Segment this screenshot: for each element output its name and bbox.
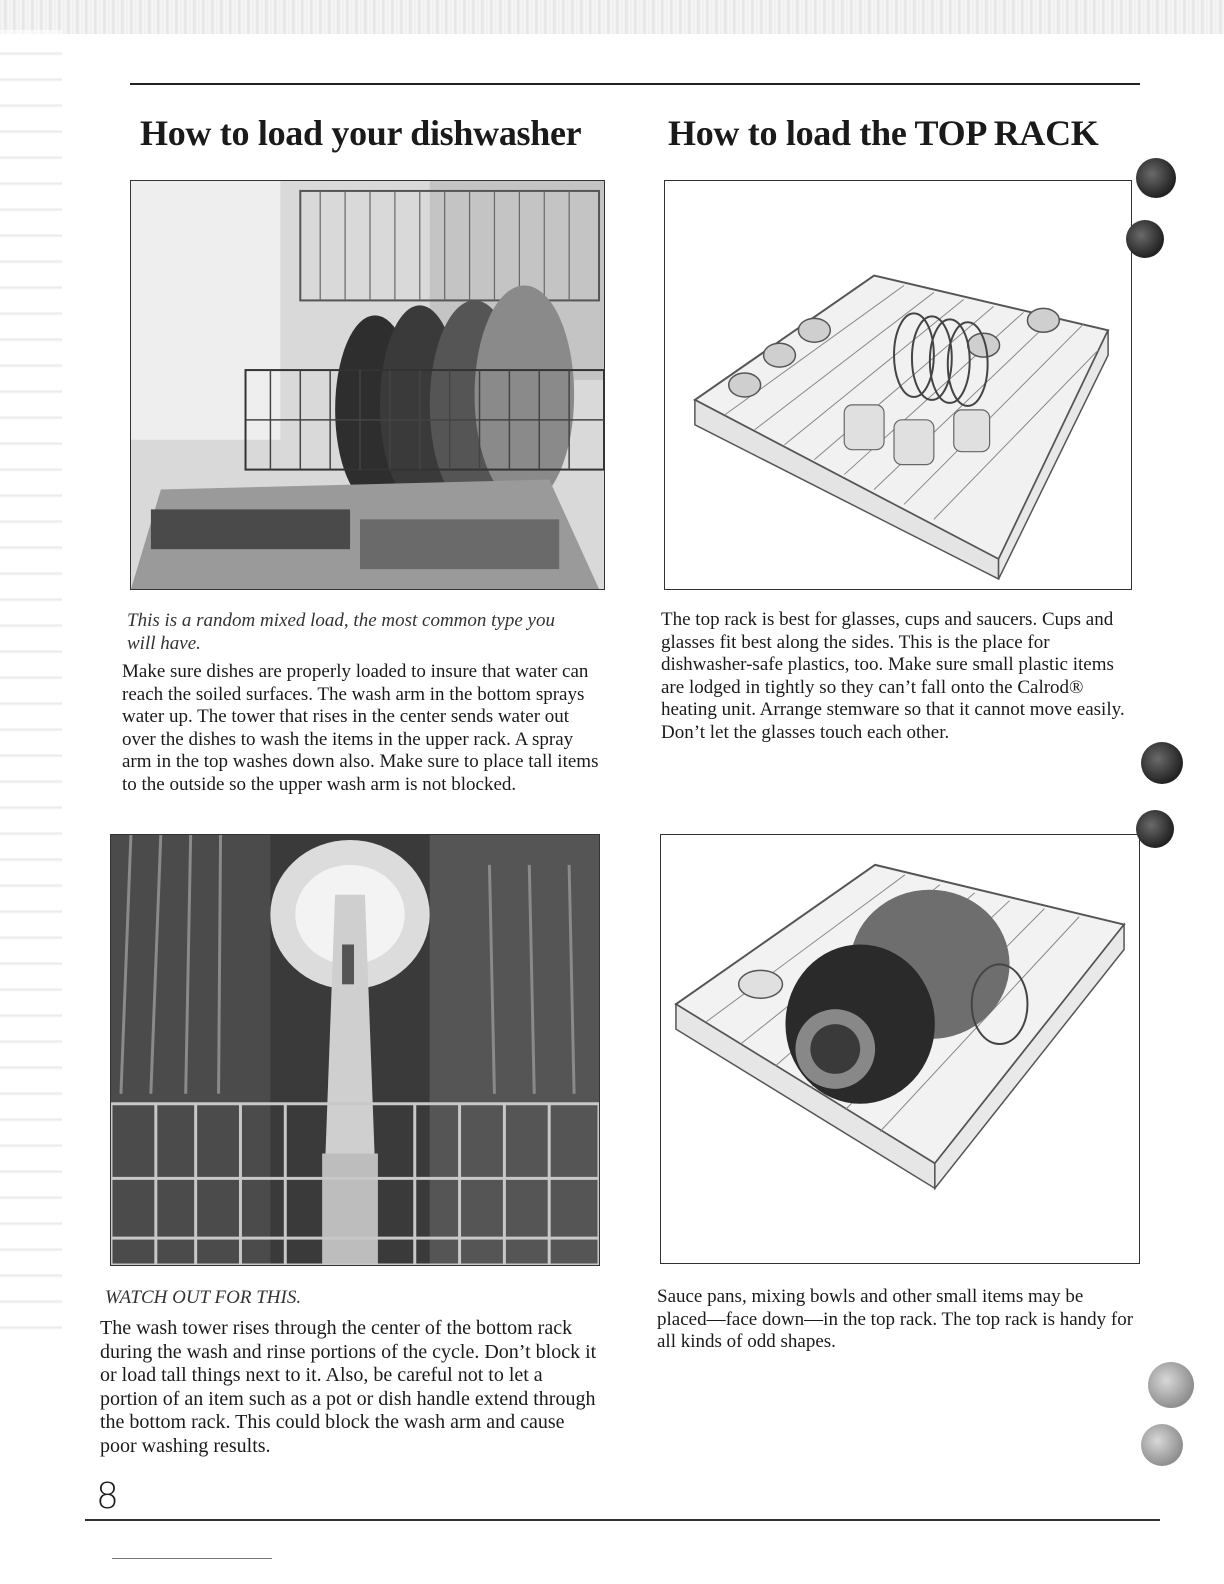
photo-sauce-pans [660, 834, 1140, 1264]
bottom-scan-mark [112, 1558, 272, 1559]
scan-edge-top [0, 0, 1224, 34]
binder-hole [1141, 1424, 1183, 1466]
warning-caption: WATCH OUT FOR THIS. [105, 1287, 302, 1308]
mixed-load-caption: This is a random mixed load, the most common type you will have. [127, 610, 555, 654]
photo-wash-tower [110, 834, 600, 1266]
binder-hole [1136, 810, 1174, 848]
sauce-pans-body: Sauce pans, mixing bowls and other small items may be placed—face down—in the top rack. The top rack is handy for all kinds of odd shapes. [657, 1286, 1134, 1352]
top-rule [130, 83, 1140, 85]
page-number: 8 [96, 1476, 119, 1517]
mixed-load-body: Make sure dishes are properly loaded to insure that water can reach the soiled surfaces. The wash arm in the bottom sprays water up. The tower that rises in the center sends water out over the dishes to wash the items in the upper rack. A spray arm in the top washes down also. Make sure to place tall items to the outside so the upper wash arm is not blocked. [122, 661, 599, 795]
binder-hole [1126, 220, 1164, 258]
top-rack-body: The top rack is best for glasses, cups and saucers. Cups and glasses fit best along the sides. This is the place for dishwasher-safe plastics, too. Make sure small plastic items are lodged in tightly so they can’t fall onto the Calrod® heating unit. Arrange stemware so that it cannot move easily. Don’t let the glasses touch each other. [661, 609, 1125, 743]
warning-body: The wash tower rises through the center of the bottom rack during the wash and rinse portions of the cycle. Don’t block it or load tall things next to it. Also, be careful not to let a portion of an item such as a pot or dish handle extend through the bottom rack. This could block the wash arm and cause poor washing results. [100, 1317, 597, 1457]
photo-mixed-load [130, 180, 605, 590]
left-heading: How to load your dishwasher [140, 113, 582, 153]
photo-top-rack [664, 180, 1132, 590]
right-heading: How to load the TOP RACK [668, 113, 1099, 153]
binder-hole [1148, 1362, 1194, 1408]
bottom-rule [85, 1519, 1160, 1521]
binder-hole [1141, 742, 1183, 784]
scan-edge-left [0, 30, 62, 1350]
binder-hole [1136, 158, 1176, 198]
